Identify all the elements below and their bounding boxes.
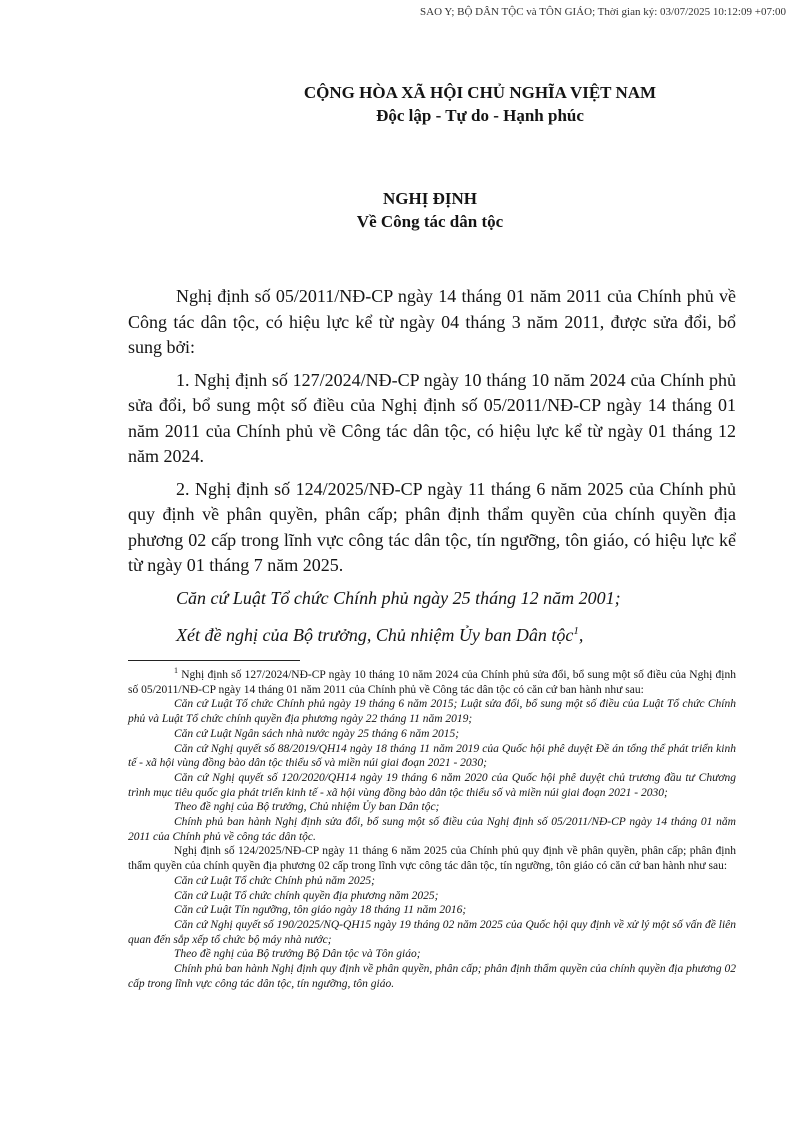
proposal-text: Xét đề nghị của Bộ trưởng, Chủ nhiệm Ủy ban Dân tộc [176,625,574,645]
footnote-text: Căn cứ Nghị quyết số 88/2019/QH14 ngày 18 tháng 11 năm 2019 của Quốc hội phê duyệt Đề án tổng thể phát triển kinh tế - xã hội vùng đồng bào dân tộc thiểu số và miền núi giai đoạn 2021 - 2030; [128,742,736,770]
footnote-text: Nghị định số 127/2024/NĐ-CP ngày 10 tháng 10 năm 2024 của Chính phủ sửa đổi, bổ sung một số điều của Nghị định số 05/2011/NĐ-CP ngày 14 tháng 01 năm 2011 của Chính phủ về Công tác dân tộc có căn cứ ban hành như sau: [128,669,737,696]
footnote-paragraph [128,668,736,697]
footnote-text: Căn cứ Luật Tổ chức Chính phủ năm 2025; [174,874,376,887]
footnote-text: Chính phủ ban hành Nghị định quy định về phân quyền, phân cấp; phân định thẩm quyền của chính quyền địa phương 02 cấp trong lĩnh vực công tác dân tộc, tín ngưỡng, tôn giáo. [128,963,736,990]
footnote-paragraph [128,815,736,844]
footnote-reference[interactable]: 1 [573,625,579,637]
legal-basis: Căn cứ Luật Tổ chức Chính phủ ngày 25 tháng 12 năm 2001; [176,587,621,608]
footnote-text: Căn cứ Luật Tổ chức chính quyền địa phương năm 2025; [174,889,439,902]
amendment-item-1: 1. Nghị định số 127/2024/NĐ-CP ngày 10 tháng 10 năm 2024 của Chính phủ sửa đổi, bổ sung một số điều của Nghị định số 05/2011/NĐ-CP ngày 14 tháng 01 năm 2011 của Chính phủ về Công tác dân tộc, có hiệu lực kể từ ngày 01 tháng 12 năm 2024. [128,369,736,466]
intro-paragraph: Nghị định số 05/2011/NĐ-CP ngày 14 tháng 01 năm 2011 của Chính phủ về Công tác dân tộc, có hiệu lực kể từ ngày 04 tháng 3 năm 2011, được sửa đổi, bổ sung bởi: [128,286,736,357]
footnote-paragraph [128,844,736,873]
footnote-paragraph [128,962,736,991]
national-header [240,82,720,128]
footnotes-section [128,668,736,991]
footnote-text: Căn cứ Nghị quyết số 120/2020/QH14 ngày 19 tháng 6 năm 2020 của Quốc hội phê duyệt chủ trương đầu tư Chương trình mục tiêu quốc gia phát triển kinh tế - xã hội vùng đồng bào dân tộc thiểu số và miền núi giai đoạn 2021 - 2030; [128,771,736,799]
footnote-paragraph [128,947,736,962]
footnote-paragraph [128,889,736,904]
footnote-paragraph [128,874,736,889]
footnote-marker: 1 [174,666,178,676]
document-type: NGHỊ ĐỊNH [383,189,477,208]
footnote-paragraph [128,771,736,800]
footnote-text: Căn cứ Luật Tín ngưỡng, tôn giáo ngày 18 tháng 11 năm 2016; [174,904,467,917]
footnote-paragraph [128,918,736,947]
document-body [128,284,736,661]
footnote-text: Theo đề nghị của Bộ trưởng, Chủ nhiệm Ủy ban Dân tộc; [174,801,440,814]
footnote-paragraph [128,742,736,771]
footnote-text: Căn cứ Luật Tổ chức Chính phủ ngày 19 tháng 6 năm 2015; Luật sửa đổi, bổ sung một số điều của Luật Tổ chức Chính phủ và Luật Tổ chức chính quyền địa phương ngày 22 tháng 11 năm 2019; [128,698,736,726]
national-motto: Độc lập - Tự do - Hạnh phúc [376,106,584,125]
footnote-divider [128,660,300,661]
document-title-block [300,188,560,234]
footnote-paragraph [128,903,736,918]
country-name: CỘNG HÒA XÃ HỘI CHỦ NGHĨA VIỆT NAM [303,83,657,102]
digital-signature-stamp: SAO Y; BỘ DÂN TỘC và TÔN GIÁO; Thời gian ký: 03/07/2025 10:12:09 +07:00 [420,6,786,18]
document-subject: Về Công tác dân tộc [356,212,504,231]
footnote-text: Nghị định số 124/2025/NĐ-CP ngày 11 tháng 6 năm 2025 của Chính phủ quy định về phân quyền, phân cấp; phân định thẩm quyền của chính quyền địa phương 02 cấp trong lĩnh vực công tác dân tộc, tín ngưỡng, tôn giáo có căn cứ ban hành như sau: [128,845,736,873]
proposal-end: , [578,625,584,645]
amendment-item-2: 2. Nghị định số 124/2025/NĐ-CP ngày 11 tháng 6 năm 2025 của Chính phủ quy định về phân quyền, phân cấp; phân định thẩm quyền của chính quyền địa phương 02 cấp trong lĩnh vực công tác dân tộc, tín ngưỡng, tôn giáo, có hiệu lực kể từ ngày 01 tháng 7 năm 2025. [128,478,736,575]
footnote-paragraph [128,727,736,742]
proposal-line [128,623,736,649]
footnote-paragraph [128,800,736,815]
footnote-text: Chính phủ ban hành Nghị định sửa đổi, bổ sung một số điều của Nghị định số 05/2011/NĐ-CP ngày 14 tháng 01 năm 2011 của Chính phủ về công tác dân tộc. [128,816,736,843]
footnote-text: Theo đề nghị của Bộ trưởng Bộ Dân tộc và Tôn giáo; [174,948,421,961]
footnote-paragraph [128,697,736,726]
footnote-text: Căn cứ Nghị quyết số 190/2025/NQ-QH15 ngày 19 tháng 02 năm 2025 của Quốc hội quy định về xử lý một số vấn đề liên quan đến sắp xếp tổ chức bộ máy nhà nước; [128,918,736,946]
footnote-text: Căn cứ Luật Ngân sách nhà nước ngày 25 tháng 6 năm 2015; [174,727,460,740]
